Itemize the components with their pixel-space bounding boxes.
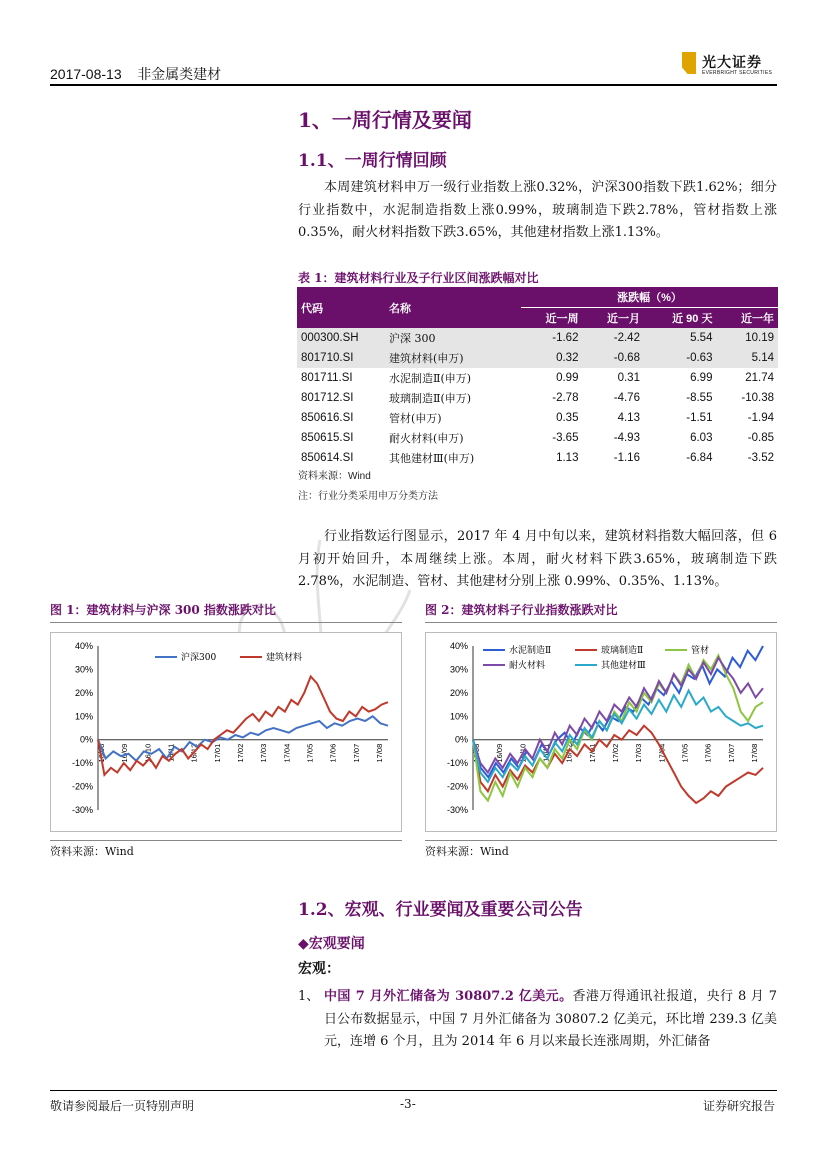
y-tick-label: -10% [71, 758, 93, 769]
y-tick-label: 20% [74, 687, 93, 698]
y-tick-label: 40% [449, 641, 468, 651]
table-row [297, 368, 778, 388]
x-tick-label: 16/12 [564, 743, 574, 763]
cell-value: 5.54 [644, 328, 717, 348]
y-tick-label: 0% [79, 734, 93, 745]
cell-value: 6.03 [690, 432, 713, 444]
header-left [50, 64, 221, 84]
figure1-top-rule [50, 622, 402, 623]
col-header-code: 代码 [297, 287, 385, 328]
figure1-bottom-rule [50, 840, 402, 841]
news-body: 香港万得通讯社报道，央行 8 月 7 日公布数据显示，中国 7 月外汇储备为 30807.2 亿美元，环比增 239.3 亿美元，连增 6 个月，且为 2014 年 6 月以来最长连涨周期，外汇储备 [324, 989, 777, 1049]
legend-label: 沪深300 [181, 653, 217, 663]
x-tick-label: 17/01 [587, 743, 597, 763]
legend-label: 管材 [691, 646, 710, 656]
x-tick-label: 17/08 [375, 743, 384, 763]
cell-value: 0.32 [521, 348, 582, 368]
cell-value: -2.78 [552, 392, 579, 404]
report-date: 2017-08-13 [50, 66, 122, 82]
cell-value: 21.74 [745, 372, 774, 384]
cell-value: -0.68 [582, 348, 643, 368]
x-tick-label: 17/03 [634, 743, 644, 763]
cell-value: -3.52 [747, 452, 774, 464]
cell-value: -2.42 [582, 328, 643, 348]
cell-value: -0.63 [644, 348, 717, 368]
cell-value: 4.13 [617, 412, 640, 424]
paragraph-text: 行业指数运行图显示，2017 年 4 月中旬以来，建筑材料指数大幅回落，但 6 月初开始回升，本周继续上涨。本周，耐火材料下跌3.65%，玻璃制造下跌2.78%，水泥制造、管材、其他建材分别上涨 0.99%、0.35%、1.13%。 [298, 529, 777, 589]
col-header-week: 近一周 [521, 308, 582, 329]
col-header-change: 涨跌幅（%） [521, 287, 778, 308]
x-tick-label: 17/01 [212, 743, 222, 763]
macro-label: 宏观： [298, 961, 340, 977]
cell-code: 801712.SI [301, 392, 354, 404]
x-tick-label: 16/11 [541, 743, 551, 762]
x-tick-label: 16/10 [143, 743, 153, 763]
x-tick-label: 16/08 [472, 743, 481, 763]
x-tick-label: 17/06 [328, 743, 338, 763]
cell-name: 建筑材料(申万) [385, 348, 521, 368]
cell-value: -8.55 [686, 392, 713, 404]
report-category: 非金属类建材 [137, 66, 222, 82]
y-tick-label: -30% [71, 805, 93, 815]
cell-value: 0.35 [556, 412, 579, 424]
cell-value: -6.84 [686, 452, 713, 464]
col-header-month: 近一月 [582, 308, 643, 329]
x-tick-label: 17/02 [236, 743, 245, 763]
macro-news-title: ◆宏观要闻 [298, 936, 365, 952]
subsection-title: 1.1、一周行情回顾 [298, 151, 447, 171]
legend-label: 玻璃制造Ⅱ [601, 646, 644, 656]
news-item [298, 986, 777, 1054]
table-row [297, 328, 778, 348]
cell-value: -1.16 [613, 452, 640, 464]
logo-subtext: EVERBRIGHT SECURITIES [702, 70, 773, 76]
table-source: 资料来源：Wind [298, 471, 371, 482]
index-trend-paragraph [298, 526, 777, 594]
page-number: -3- [400, 1097, 416, 1111]
table-row [297, 348, 778, 368]
col-header-90d: 近 90 天 [644, 308, 717, 329]
paragraph-text: 本周建筑材料申万一级行业指数上涨0.32%，沪深300指数下跌1.62%；细分行业指数中，水泥制造指数上涨0.99%，玻璃制造下跌2.78%，管材指数上涨0.35%，耐火材料指数下跌3.65%，其他建材指数上涨1.13%。 [298, 180, 777, 240]
cell-name: 沪深 300 [385, 328, 521, 348]
news-number: 1、 [298, 989, 320, 1004]
col-header-name: 名称 [385, 287, 521, 328]
cell-value: -1.51 [686, 412, 713, 424]
cell-name: 玻璃制造Ⅱ(申万) [389, 392, 472, 405]
legend-label: 耐火材料 [509, 661, 546, 671]
x-tick-label: 16/10 [518, 743, 528, 763]
table-row [297, 408, 778, 428]
cell-value: -4.76 [613, 392, 640, 404]
x-tick-label: 17/04 [282, 743, 292, 763]
x-tick-label: 17/03 [259, 743, 269, 763]
chart-building-vs-csi300 [50, 632, 402, 832]
cell-code: 000300.SH [297, 328, 385, 348]
cell-value: 5.14 [716, 348, 778, 368]
weekly-review-paragraph [298, 177, 777, 245]
y-tick-label: -10% [446, 758, 468, 769]
logo-text: 光大证券 [702, 55, 762, 71]
cell-value: -3.65 [552, 432, 579, 444]
figure2-title: 图 2：建筑材料子行业指数涨跌对比 [425, 603, 618, 617]
table-note: 注：行业分类采用申万分类方法 [298, 491, 438, 502]
table-row [297, 388, 778, 408]
x-tick-label: 17/05 [680, 743, 690, 763]
legend-label: 建筑材料 [266, 653, 303, 663]
cell-value: 0.99 [556, 372, 579, 384]
x-tick-label: 16/11 [166, 743, 176, 762]
y-tick-label: 20% [449, 687, 468, 698]
x-tick-label: 17/05 [305, 743, 315, 763]
figure1-title: 图 1：建筑材料与沪深 300 指数涨跌对比 [50, 603, 276, 617]
cell-code: 850614.SI [301, 452, 354, 464]
y-tick-label: 10% [449, 711, 468, 722]
legend-label: 其他建材Ⅲ [601, 661, 646, 671]
cell-value: -1.94 [747, 412, 774, 424]
y-tick-label: -20% [71, 781, 93, 792]
x-tick-label: 16/12 [189, 743, 199, 763]
logo-mark-icon [682, 52, 696, 74]
news-headline: 中国 7 月外汇储备为 30807.2 亿美元。 [324, 989, 573, 1004]
cell-name: 其他建材Ⅲ(申万) [389, 452, 475, 465]
y-tick-label: 30% [74, 664, 93, 675]
cell-value: 6.99 [690, 372, 713, 384]
cell-value: -0.85 [747, 432, 774, 444]
x-tick-label: 17/08 [750, 743, 759, 763]
footer-disclaimer: 敬请参阅最后一页特别声明 [50, 1099, 195, 1113]
footer-divider [50, 1090, 777, 1091]
cell-code: 850615.SI [301, 432, 354, 444]
col-header-year: 近一年 [716, 308, 778, 329]
y-tick-label: -20% [446, 781, 468, 792]
cell-code: 850616.SI [301, 412, 354, 424]
figure2-source: 资料来源：Wind [425, 845, 509, 858]
legend-label: 水泥制造Ⅱ [509, 646, 552, 656]
x-tick-label: 17/07 [351, 743, 361, 763]
cell-value: 1.13 [556, 452, 579, 464]
table-row [297, 448, 778, 468]
cell-code: 801710.SI [297, 348, 385, 368]
cell-value: 0.31 [617, 372, 640, 384]
y-tick-label: 0% [454, 734, 468, 745]
x-tick-label: 16/08 [97, 743, 106, 763]
company-logo [682, 52, 782, 80]
y-tick-label: -30% [446, 805, 468, 815]
x-tick-label: 17/02 [611, 743, 620, 763]
cell-code: 801711.SI [301, 372, 353, 384]
section-1-2-title: 1.2、宏观、行业要闻及重要公司公告 [298, 900, 583, 920]
header-divider [50, 84, 777, 86]
y-tick-label: 30% [449, 664, 468, 675]
cell-name: 水泥制造Ⅱ(申万) [389, 372, 472, 385]
y-tick-label: 10% [74, 711, 93, 722]
figure1-source: 资料来源：Wind [50, 845, 134, 858]
section-title: 1、一周行情及要闻 [298, 108, 472, 132]
chart-subindustries [425, 632, 777, 832]
x-tick-label: 17/07 [726, 743, 736, 763]
cell-name: 管材(申万) [389, 412, 442, 425]
cell-value: 10.19 [716, 328, 778, 348]
cell-value: -10.38 [741, 392, 774, 404]
figure2-bottom-rule [425, 840, 777, 841]
x-tick-label: 17/06 [703, 743, 713, 763]
y-tick-label: 40% [74, 641, 93, 651]
x-tick-label: 17/04 [657, 743, 667, 763]
cell-value: -1.62 [521, 328, 582, 348]
x-tick-label: 16/09 [120, 743, 130, 763]
table-title: 表 1：建筑材料行业及子行业区间涨跌幅对比 [298, 271, 539, 285]
cell-name: 耐火材料(申万) [389, 432, 464, 445]
table-row [297, 428, 778, 448]
x-tick-label: 16/09 [495, 743, 505, 763]
cell-value: -4.93 [613, 432, 640, 444]
footer-report-type: 证券研究报告 [703, 1099, 776, 1113]
performance-table [297, 287, 778, 468]
figure2-top-rule [425, 622, 777, 623]
